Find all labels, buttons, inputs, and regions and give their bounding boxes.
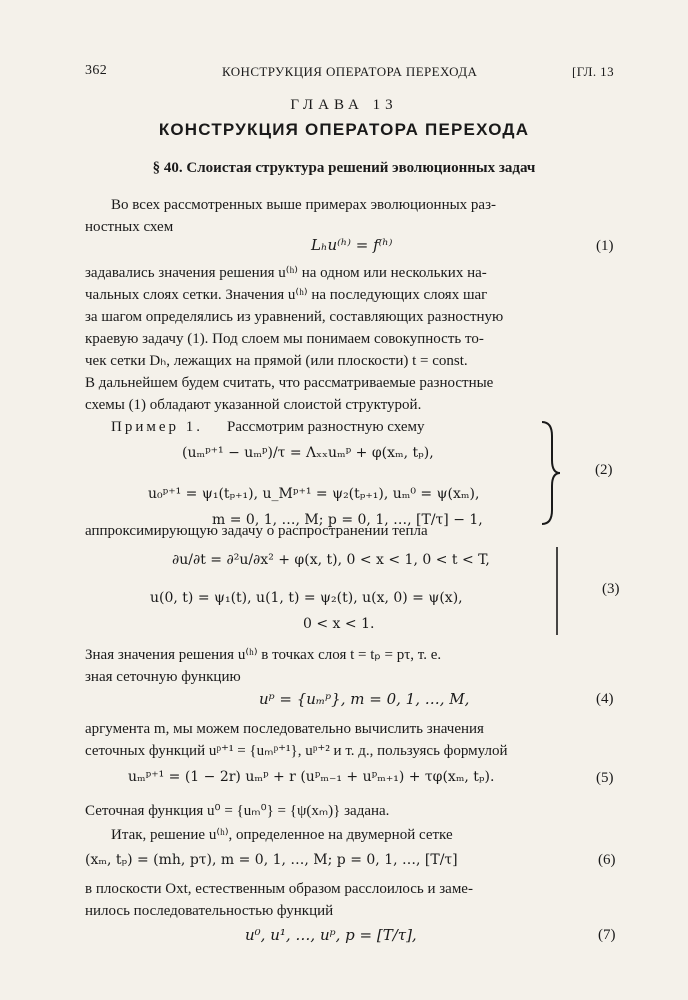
paragraph-3: аппроксимирующую задачу о распространении тепла — [85, 523, 428, 539]
equation-4-number: (4) — [596, 691, 614, 707]
chapter-title: КОНСТРУКЦИЯ ОПЕРАТОРА ПЕРЕХОДА — [158, 120, 530, 139]
paragraph-7: Итак, решение u⁽ʰ⁾, определенное на двумерной сетке — [111, 827, 453, 843]
equation-5-number: (5) — [596, 770, 614, 786]
right-brace-icon — [538, 418, 562, 528]
equation-2-number: (2) — [595, 462, 613, 478]
equation-6-number: (6) — [598, 852, 616, 868]
equation-3-line-1: ∂u/∂t = ∂²u/∂x² + φ(x, t), 0 < x < 1, 0 < t < T, — [172, 552, 490, 568]
paragraph-4-line-2: зная сеточную функцию — [85, 669, 241, 685]
paragraph-2-line-3: за шагом определялись из уравнений, составляющих разностную — [85, 309, 504, 325]
equation-3-line-2: u(0, t) = ψ₁(t), u(1, t) = ψ₂(t), u(x, 0) = ψ(x), — [150, 590, 463, 606]
paragraph-4-line-1: Зная значения решения u⁽ʰ⁾ в точках слоя t = tₚ = pτ, т. е. — [85, 647, 442, 663]
paragraph-2-line-2: чальных слоях сетки. Значения u⁽ʰ⁾ на последующих слоях шаг — [85, 287, 488, 303]
paragraph-1-line-1: Во всех рассмотренных выше примерах эволюционных раз- — [111, 197, 497, 213]
paragraph-2-line-6: В дальнейшем будем считать, что рассматриваемые разностные — [85, 375, 494, 391]
chapter-reference: [ГЛ. 13 — [572, 64, 614, 79]
equation-1: Lₕu⁽ʰ⁾ = f⁽ʰ⁾ — [311, 236, 393, 254]
example-1-label: Пример 1. — [111, 419, 204, 435]
paragraph-1-line-2: ностных схем — [85, 219, 174, 235]
equation-4: uᵖ = {uₘᵖ}, m = 0, 1, …, M, — [259, 690, 470, 708]
paragraph-2-line-5: чек сетки Dₕ, лежащих на прямой (или плоскости) t = const. — [85, 353, 468, 369]
paragraph-8-line-2: нилось последовательностью функций — [85, 903, 334, 919]
paragraph-2-line-1: задавались значения решения u⁽ʰ⁾ на одном или нескольких на- — [85, 265, 487, 281]
equation-3-number: (3) — [602, 581, 620, 597]
equation-6: (xₘ, tₚ) = (mh, pτ), m = 0, 1, …, M; p = 0, 1, …, [T/τ] — [85, 852, 458, 868]
paragraph-2-line-4: краевую задачу (1). Под слоем мы понимаем совокупность то- — [85, 331, 484, 347]
paragraph-5-line-1: аргумента m, мы можем последовательно вычислить значения — [85, 721, 484, 737]
equation-2-line-2: u₀ᵖ⁺¹ = ψ₁(tₚ₊₁), u_Mᵖ⁺¹ = ψ₂(tₚ₊₁), uₘ⁰ = ψ(xₘ), — [148, 486, 480, 502]
page-number: 362 — [85, 63, 108, 78]
equation-1-number: (1) — [596, 238, 614, 254]
right-bracket-line — [551, 543, 565, 639]
paragraph-2-line-7: схемы (1) обладают указанной слоистой структурой. — [85, 397, 422, 413]
equation-7: u⁰, u¹, …, uᵖ, p = [T/τ], — [245, 926, 417, 944]
paragraph-6: Сеточная функция u⁰ = {uₘ⁰} = {ψ(xₘ)} задана. — [85, 803, 390, 819]
paragraph-5-line-2: сеточных функций uᵖ⁺¹ = {uₘᵖ⁺¹}, uᵖ⁺² и т. д., пользуясь формулой — [85, 743, 508, 759]
equation-7-number: (7) — [598, 927, 616, 943]
equation-2-line-1: (uₘᵖ⁺¹ − uₘᵖ)/τ = Λₓₓuₘᵖ + φ(xₘ, tₚ), — [182, 445, 434, 461]
equation-5: uₘᵖ⁺¹ = (1 − 2r) uₘᵖ + r (uᵖₘ₋₁ + uᵖₘ₊₁) + τφ(xₘ, tₚ). — [128, 769, 495, 785]
equation-2-line-3: m = 0, 1, …, M; p = 0, 1, …, [T/τ] − 1, — [212, 512, 483, 528]
section-title: § 40. Слоистая структура решений эволюционных задач — [152, 160, 536, 176]
chapter-label: ГЛАВА 13 — [290, 97, 398, 113]
paragraph-8-line-1: в плоскости Oxt, естественным образом расслоилось и заме- — [85, 881, 473, 897]
running-title: КОНСТРУКЦИЯ ОПЕРАТОРА ПЕРЕХОДА — [222, 64, 478, 79]
equation-3-line-3: 0 < x < 1. — [303, 616, 375, 632]
example-1-text: Рассмотрим разностную схему — [227, 419, 425, 435]
